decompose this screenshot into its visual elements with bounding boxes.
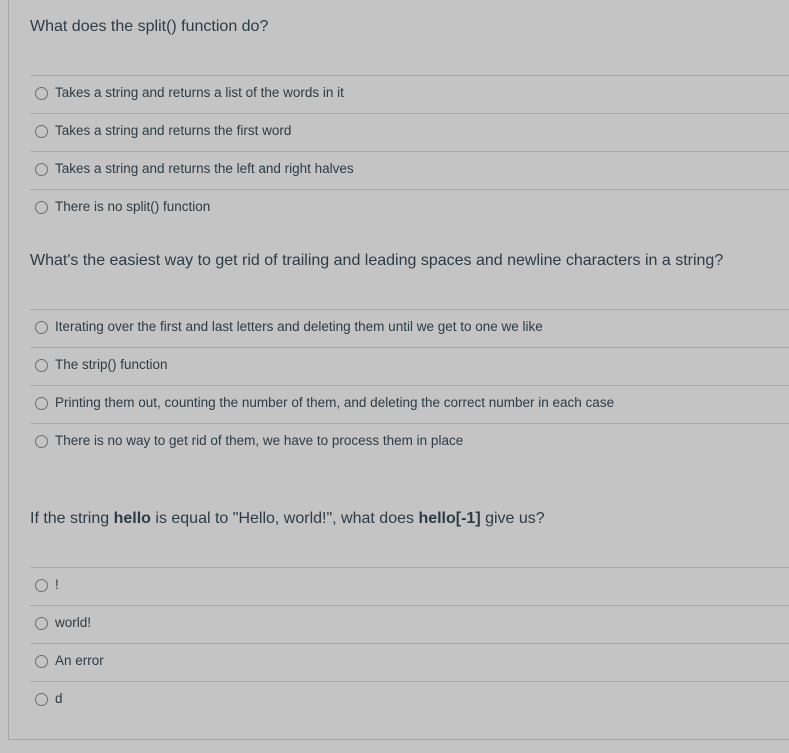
answer-label: An error xyxy=(55,653,104,668)
radio-button[interactable] xyxy=(35,125,48,138)
question-3-text-part: If the string xyxy=(30,510,114,527)
answer-option[interactable] xyxy=(30,643,789,681)
answer-label: The strip() function xyxy=(55,357,168,372)
quiz-panel xyxy=(8,0,789,740)
question-3-answers xyxy=(30,567,789,719)
question-1-answers xyxy=(30,75,789,227)
answer-label: Iterating over the first and last letters and deleting them until we get to one we like xyxy=(55,319,543,334)
answer-label: Takes a string and returns the left and right halves xyxy=(55,161,354,176)
radio-button[interactable] xyxy=(35,655,48,668)
answer-label: Takes a string and returns a list of the words in it xyxy=(55,85,344,100)
answer-option[interactable] xyxy=(30,309,789,347)
answer-label: world! xyxy=(55,615,92,630)
question-3-text xyxy=(30,509,545,529)
answer-option[interactable] xyxy=(30,113,789,151)
answer-label: Takes a string and returns the first word xyxy=(55,123,292,138)
answer-label: Printing them out, counting the number of them, and deleting the correct number in each case xyxy=(55,395,615,410)
radio-button[interactable] xyxy=(35,579,48,592)
radio-button[interactable] xyxy=(35,435,48,448)
answer-label: d xyxy=(55,691,63,706)
answer-label: There is no split() function xyxy=(55,199,211,214)
radio-button[interactable] xyxy=(35,163,48,176)
answer-label: ! xyxy=(55,577,59,592)
radio-button[interactable] xyxy=(35,359,48,372)
answer-option[interactable] xyxy=(30,189,789,227)
question-2-text: What's the easiest way to get rid of trailing and leading spaces and newline characters in a string? xyxy=(30,252,724,269)
question-3-variable-hello: hello xyxy=(113,510,151,527)
question-2-answers xyxy=(30,309,789,461)
answer-option[interactable] xyxy=(30,605,789,643)
answer-option[interactable] xyxy=(30,423,789,461)
answer-option[interactable] xyxy=(30,151,789,189)
radio-button[interactable] xyxy=(35,201,48,214)
question-3-text-part: give us? xyxy=(480,510,545,527)
answer-option[interactable] xyxy=(30,681,789,719)
radio-button[interactable] xyxy=(35,397,48,410)
answer-option[interactable] xyxy=(30,385,789,423)
radio-button[interactable] xyxy=(35,321,48,334)
question-3-expression: hello[-1] xyxy=(418,510,481,527)
radio-button[interactable] xyxy=(35,617,48,630)
question-3-text-part: is equal to "Hello, world!", what does xyxy=(150,510,419,527)
radio-button[interactable] xyxy=(35,693,48,706)
radio-button[interactable] xyxy=(35,87,48,100)
answer-label: There is no way to get rid of them, we have to process them in place xyxy=(55,433,464,448)
answer-option[interactable] xyxy=(30,347,789,385)
answer-option[interactable] xyxy=(30,567,789,605)
question-1-text: What does the split() function do? xyxy=(30,18,269,35)
answer-option[interactable] xyxy=(30,75,789,113)
